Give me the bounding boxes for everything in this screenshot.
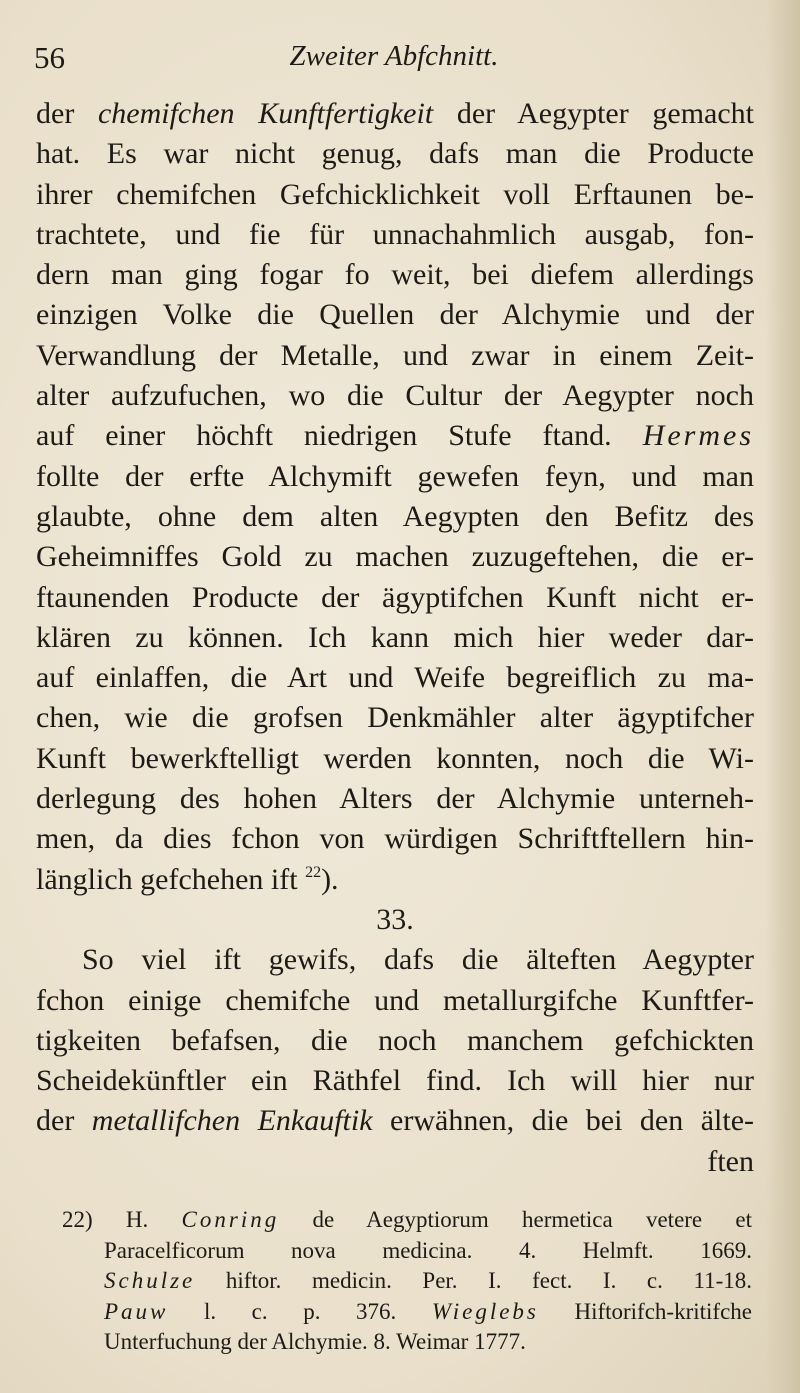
text-line: ftaunenden Producte der ägyptifchen Kunft nicht er- — [36, 580, 754, 614]
text-run: erwähnen, die bei den älte- — [372, 1104, 754, 1138]
italic-run: metallifchen Enkauftik — [91, 1104, 373, 1138]
text-run: 22) H. — [62, 1207, 182, 1232]
spaced-name: Pauw — [104, 1298, 169, 1324]
text-run: der Aegypter gemacht — [433, 97, 754, 130]
italic-run: chemifchen Kunftfertigkeit — [97, 97, 434, 130]
text-line: klären zu können. Ich kann mich hier weder dar- — [36, 620, 754, 654]
page-header — [34, 34, 754, 82]
footnotes — [62, 1205, 752, 1358]
text-line: auf einlaffen, die Art und Weife begreiflich zu ma- — [36, 661, 754, 695]
footnote-line — [62, 1297, 752, 1328]
running-title: Zweiter Abfchnitt. — [289, 40, 499, 72]
footnote-reference: 22 — [305, 863, 322, 881]
text-line: Geheimniffes Gold zu machen zuzugeftehen, die er- — [36, 540, 754, 574]
catchword: ften — [707, 1144, 754, 1178]
text-line: hat. Es war nicht genug, dafs man die Producte — [36, 137, 754, 171]
text-line: alter aufzufuchen, wo die Cultur der Aegypter noch — [36, 379, 754, 413]
spaced-name: Conring — [181, 1207, 280, 1232]
text-run: länglich gefchehen ift — [36, 862, 306, 896]
text-line: follte der erfte Alchymift gewefen feyn, und man — [36, 459, 754, 493]
text-run: der — [36, 97, 98, 130]
spaced-name: Schulze — [104, 1268, 196, 1293]
text-run: l. c. p. 376. — [168, 1298, 432, 1324]
text-line: fchon einige chemifche und metallurgifche Kunftfer- — [36, 983, 754, 1017]
text-run: ). — [321, 862, 339, 896]
spaced-name: Wieglebs — [431, 1298, 539, 1324]
text-line: einzigen Volke die Quellen der Alchymie und der — [36, 298, 754, 332]
text-line: dern man ging fogar fo weit, bei diefem allerdings — [36, 258, 754, 292]
text-line — [36, 416, 754, 456]
text-line: ihrer chemifchen Gefchicklichkeit voll Erftaunen be- — [36, 177, 754, 211]
text-line: So viel ift gewifs, dafs die älteften Aegypter — [82, 943, 754, 977]
text-line — [36, 860, 754, 900]
text-run: auf einer höchft niedrigen Stufe ftand. — [36, 419, 643, 453]
body-text — [36, 94, 754, 1182]
text-line: trachtete, und fie für unnachahmlich ausgab, fon- — [36, 217, 754, 251]
text-run: Hiftorifch-kritifche — [538, 1298, 752, 1324]
text-line: tigkeiten befafsen, die noch manchem gefchickten — [36, 1023, 754, 1057]
section-number: 33. — [376, 902, 414, 936]
text-run: hiftor. medicin. Per. I. fect. I. c. 11-18. — [195, 1268, 752, 1293]
text-line: Kunft bewerkftelligt werden konnten, noch die Wi- — [36, 741, 754, 775]
text-line: chen, wie die grofsen Denkmähler alter ägyptifcher — [36, 701, 754, 735]
footnote-line — [62, 1266, 752, 1297]
text-line: Scheidekünftler ein Räthfel find. Ich will hier nur — [36, 1064, 754, 1098]
text-line — [36, 94, 754, 134]
text-line: men, da dies fchon von würdigen Schriftftellern hin- — [36, 822, 754, 856]
text-line — [36, 1101, 754, 1141]
text-line: derlegung des hohen Alters der Alchymie unterneh- — [36, 782, 754, 816]
page-edge-shadow — [766, 0, 800, 1393]
footnote-line: Paracelficorum nova medicina. 4. Helmft. 1669. — [104, 1237, 752, 1263]
text-run: de Aegyptiorum hermetica vetere et — [279, 1207, 752, 1232]
footnote-line: Unterfuchung der Alchymie. 8. Weimar 1777. — [104, 1329, 526, 1354]
page-number: 56 — [34, 40, 65, 75]
footnote-line — [62, 1205, 752, 1236]
text-line: glaubte, ohne dem alten Aegypten den Befitz des — [36, 499, 754, 533]
spaced-name: Hermes — [642, 419, 754, 453]
text-line: Verwandlung der Metalle, und zwar in einem Zeit- — [36, 338, 754, 372]
text-run: der — [36, 1104, 92, 1138]
